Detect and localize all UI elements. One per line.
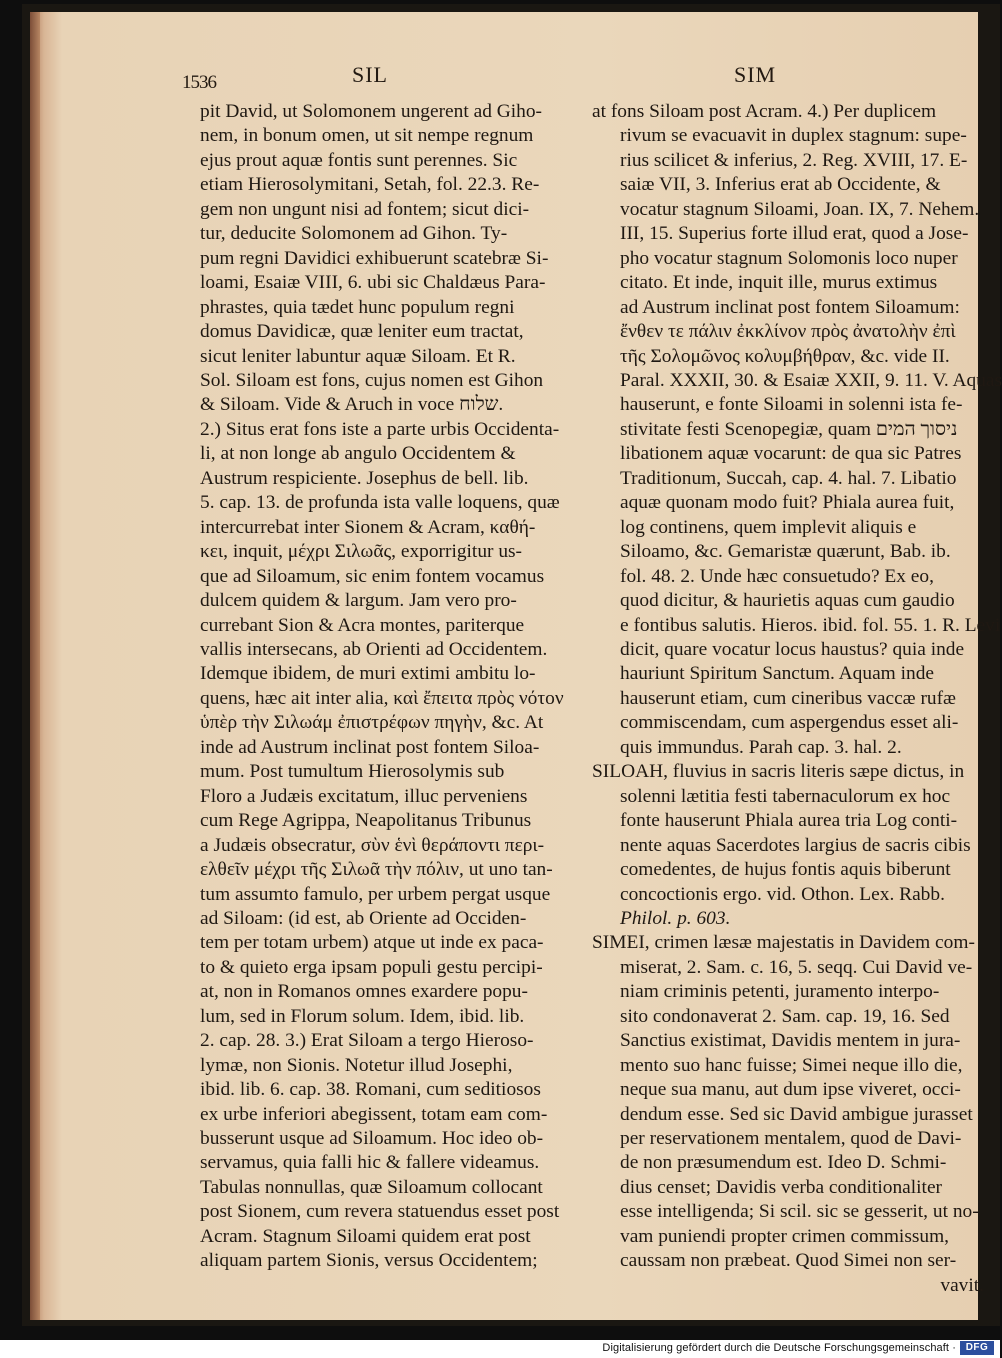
text-line: nente aquas Sacerdotes largius de sacris cibis — [620, 834, 971, 856]
text-line: ελθεῖν μέχρι τῆς Σιλωᾶ τὴν πόλιν, ut uno tan- — [200, 859, 553, 881]
page-binding-edge — [30, 12, 40, 1320]
text-line: Paral. XXXII, 30. & Esaiæ XXII, 9. 11. V. Aquas — [620, 369, 1002, 391]
text-line: quens, hæc ait inter alia, καὶ ἔπειτα πρὸς νότον — [200, 687, 564, 709]
text-line: Philol. p. 603. — [620, 907, 731, 929]
text-line: tum assumto famulo, per urbem pergat usque — [200, 883, 551, 905]
text-line: e fontibus salutis. Hieros. ibid. fol. 55. 1. R. Levi — [620, 614, 1001, 636]
text-line: fonte hauserunt Phiala aurea tria Log conti- — [620, 810, 958, 832]
text-line: nem, in bonum omen, ut sit nempe regnum — [200, 125, 534, 147]
text-line: aliquam partem Sionis, versus Occidentem; — [200, 1250, 538, 1272]
text-line: hauriunt Spiritum Sanctum. Aquam inde — [620, 663, 934, 685]
text-line: quod dicitur, & haurietis aquas cum gaudio — [620, 590, 955, 612]
text-line: niam criminis petenti, juramento interpo- — [620, 981, 940, 1003]
text-line: Austrum respiciente. Josephus de bell. lib. — [200, 467, 529, 489]
text-line: at, non in Romanos omnes exardere popu- — [200, 981, 528, 1003]
dfg-logo: DFG — [960, 1341, 994, 1355]
text-line: quis immundus. Parah cap. 3. hal. 2. — [620, 736, 902, 758]
text-line: Sanctius existimat, Davidis mentem in jura- — [620, 1030, 961, 1052]
text-line: ἔνθεν τε πάλιν ἐκκλίνον πρὸς ἀνατολὴν ἐπὶ — [620, 321, 956, 343]
text-line: vavit. — [940, 1274, 984, 1296]
text-line: comedentes, de hujus fontis aquis biberunt — [620, 859, 951, 881]
book-page — [30, 12, 1002, 1320]
left-column — [200, 100, 578, 1274]
text-line: rivum se evacuavit in duplex stagnum: supe- — [620, 125, 967, 147]
text-line: vallis intersecans, ab Orienti ad Occidentem. — [200, 638, 548, 660]
text-line: gem non ungunt nisi ad fontem; sicut dici- — [200, 198, 530, 220]
text-line: pum regni Davidici exhibuerunt scatebræ Si- — [200, 247, 549, 269]
text-line: SILOAH, fluvius in sacris literis sæpe dictus, in — [592, 761, 965, 783]
text-line: aquæ quonam modo fuit? Phiala aurea fuit, — [620, 492, 955, 514]
text-line: cum Rege Agrippa, Neapolitanus Tribunus — [200, 810, 532, 832]
text-line: post Sionem, cum revera statuendus esset post — [200, 1201, 560, 1223]
text-line: fol. 48. 2. Unde hæc consuetudo? Ex eo, — [620, 565, 934, 587]
running-header — [30, 62, 978, 92]
page-number: 1536 — [182, 72, 216, 93]
text-line: domus Davidicæ, quæ leniter eum tractat, — [200, 321, 524, 343]
text-line: Idemque ibidem, de muri extimi ambitu lo- — [200, 663, 536, 685]
header-catchword-left: SIL — [352, 62, 388, 87]
text-line: lum, sed in Florum solum. Idem, ibid. lib. — [200, 1005, 525, 1027]
text-line: 5. cap. 13. de profunda ista valle loquens, quæ — [200, 492, 560, 514]
digitization-credit: Digitalisierung gefördert durch die Deutsche Forschungsgemeinschaft · — [602, 1342, 956, 1354]
text-line: rius scilicet & inferius, 2. Reg. XVIII, 17. E- — [620, 149, 968, 171]
text-line: & Siloam. Vide & Aruch in voce שלוח. — [200, 394, 504, 416]
text-line: ibid. lib. 6. cap. 38. Romani, cum seditiosos — [200, 1079, 541, 1101]
text-line: hauserunt, e fonte Siloami in solenni ista fe- — [620, 394, 963, 416]
text-line: Siloamo, &c. Gemaristæ quærunt, Bab. ib. — [620, 541, 951, 563]
text-line: que ad Siloamum, sic enim fontem vocamus — [200, 565, 545, 587]
text-line: 2.) Situs erat fons iste a parte urbis Occidenta- — [200, 418, 560, 440]
text-line: etiam Hierosolymitani, Setah, fol. 22.3. Re- — [200, 174, 540, 196]
text-line: at fons Siloam post Acram. 4.) Per duplicem — [592, 101, 937, 122]
text-line: servamus, quia falli hic & fallere videamus. — [200, 1152, 540, 1174]
text-line: hauserunt etiam, cum cineribus vaccæ rufæ — [620, 687, 956, 709]
text-line: dicit, quare vocatur locus haustus? quia inde — [620, 638, 965, 660]
text-line: a Judæis obsecratur, σὺν ἑνὶ θεράποντι περι- — [200, 834, 545, 856]
text-line: solenni lætitia festi tabernaculorum ex hoc — [620, 785, 951, 807]
text-line: ὑπὲρ τὴν Σιλωάμ ἐπιστρέφων πηγὴν, &c. At — [200, 712, 544, 734]
text-line: pit David, ut Solomonem ungerent ad Giho- — [200, 101, 542, 122]
text-line: to & quieto erga ipsam populi gestu percipi- — [200, 956, 543, 978]
text-line: intercurrebat inter Sionem & Acram, καθή- — [200, 516, 536, 538]
text-line: stivitate festi Scenopegiæ, quam ניסוך המים — [620, 418, 958, 440]
text-line: lymæ, non Sionis. Notetur illud Josephi, — [200, 1054, 513, 1076]
text-line: sito condonaverat 2. Sam. cap. 19, 16. Sed — [620, 1005, 950, 1027]
text-line: caussam non præbeat. Quod Simei non ser- — [620, 1250, 957, 1272]
text-line: currebant Sion & Acra montes, pariterque — [200, 614, 525, 636]
text-line: per reservationem mentalem, quod de Davi- — [620, 1128, 962, 1150]
text-line: ad Austrum inclinat post fontem Siloamum: — [620, 296, 960, 318]
text-line: inde ad Austrum inclinat post fontem Siloa- — [200, 736, 540, 758]
text-line: commiscendam, cum aspergendus esset ali- — [620, 712, 959, 734]
text-line: citato. Et inde, inquit ille, murus extimus — [620, 272, 938, 294]
text-line: neque sua manu, aut dum ipse viveret, occi- — [620, 1079, 961, 1101]
text-line: sicut leniter labuntur aquæ Siloam. Et R. — [200, 345, 516, 367]
text-line: pho vocatur stagnum Solomonis loco nuper — [620, 247, 958, 269]
text-line: mento suo hanc fuisse; Simei neque illo die, — [620, 1054, 963, 1076]
text-line: 2. cap. 28. 3.) Erat Siloam a tergo Hieroso- — [200, 1030, 534, 1052]
header-catchword-right: SIM — [734, 62, 777, 87]
right-column — [592, 100, 1002, 1298]
text-line: dulcem quidem & largum. Jam vero pro- — [200, 590, 517, 612]
text-line: τῆς Σολομῶνος κολυμβήθραν, &c. vide II. — [620, 345, 950, 367]
text-line: vocatur stagnum Siloami, Joan. IX, 7. Nehem. — [620, 198, 980, 220]
text-line: li, at non longe ab angulo Occidentem & — [200, 443, 516, 465]
text-line: III, 15. Superius forte illud erat, quod a Jose- — [620, 223, 969, 245]
text-line: Acram. Stagnum Siloami quidem erat post — [200, 1225, 531, 1247]
text-line: log continens, quem implevit aliquis e — [620, 516, 917, 538]
text-line: loami, Esaiæ VIII, 6. ubi sic Chaldæus Para- — [200, 272, 546, 294]
text-line: dius censet; Davidis verba conditionaliter — [620, 1176, 943, 1198]
text-line: κει, inquit, μέχρι Σιλωᾶς, exporrigitur us- — [200, 541, 523, 563]
text-line: busserunt usque ad Siloamum. Hoc ideo ob- — [200, 1128, 544, 1150]
text-line: concoctionis ergo. vid. Othon. Lex. Rabb. — [620, 883, 945, 905]
text-line: Floro a Judæis excitatum, illuc perveniens — [200, 785, 528, 807]
text-line: vam puniendi propter crimen commissum, — [620, 1225, 950, 1247]
text-line: esse intelligenda; Si scil. sic se gesserit, ut no- — [620, 1201, 979, 1223]
text-line: Tabulas nonnullas, quæ Siloamum collocant — [200, 1176, 543, 1198]
text-line: phrastes, quia tædet hunc populum regni — [200, 296, 515, 318]
text-line: ejus prout aquæ fontis sunt perennes. Sic — [200, 149, 518, 171]
text-line: saiæ VII, 3. Inferius erat ab Occidente, & — [620, 174, 941, 196]
text-line: Traditionum, Succah, cap. 4. hal. 7. Libatio — [620, 467, 957, 489]
text-line: miserat, 2. Sam. c. 16, 5. seqq. Cui David ve- — [620, 956, 973, 978]
text-line: ad Siloam: (id est, ab Oriente ad Occiden- — [200, 907, 527, 929]
text-line: SIMEI, crimen læsæ majestatis in Davidem com- — [592, 932, 975, 954]
text-line: tur, deducite Solomonem ad Gihon. Ty- — [200, 223, 508, 245]
text-line: dendum esse. Sed sic David ambigue jurasset — [620, 1103, 973, 1125]
text-line: de non præsumendum est. Ideo D. Schmi- — [620, 1152, 947, 1174]
text-line: tem per totam urbem) atque ut inde ex paca- — [200, 932, 544, 954]
text-line: ex urbe inferiori abegissent, totam eam com- — [200, 1103, 548, 1125]
text-line: libationem aquæ vocarunt: de qua sic Patres — [620, 443, 962, 465]
text-line: Sol. Siloam est fons, cujus nomen est Gihon — [200, 369, 544, 391]
text-line: mum. Post tumultum Hierosolymis sub — [200, 761, 505, 783]
